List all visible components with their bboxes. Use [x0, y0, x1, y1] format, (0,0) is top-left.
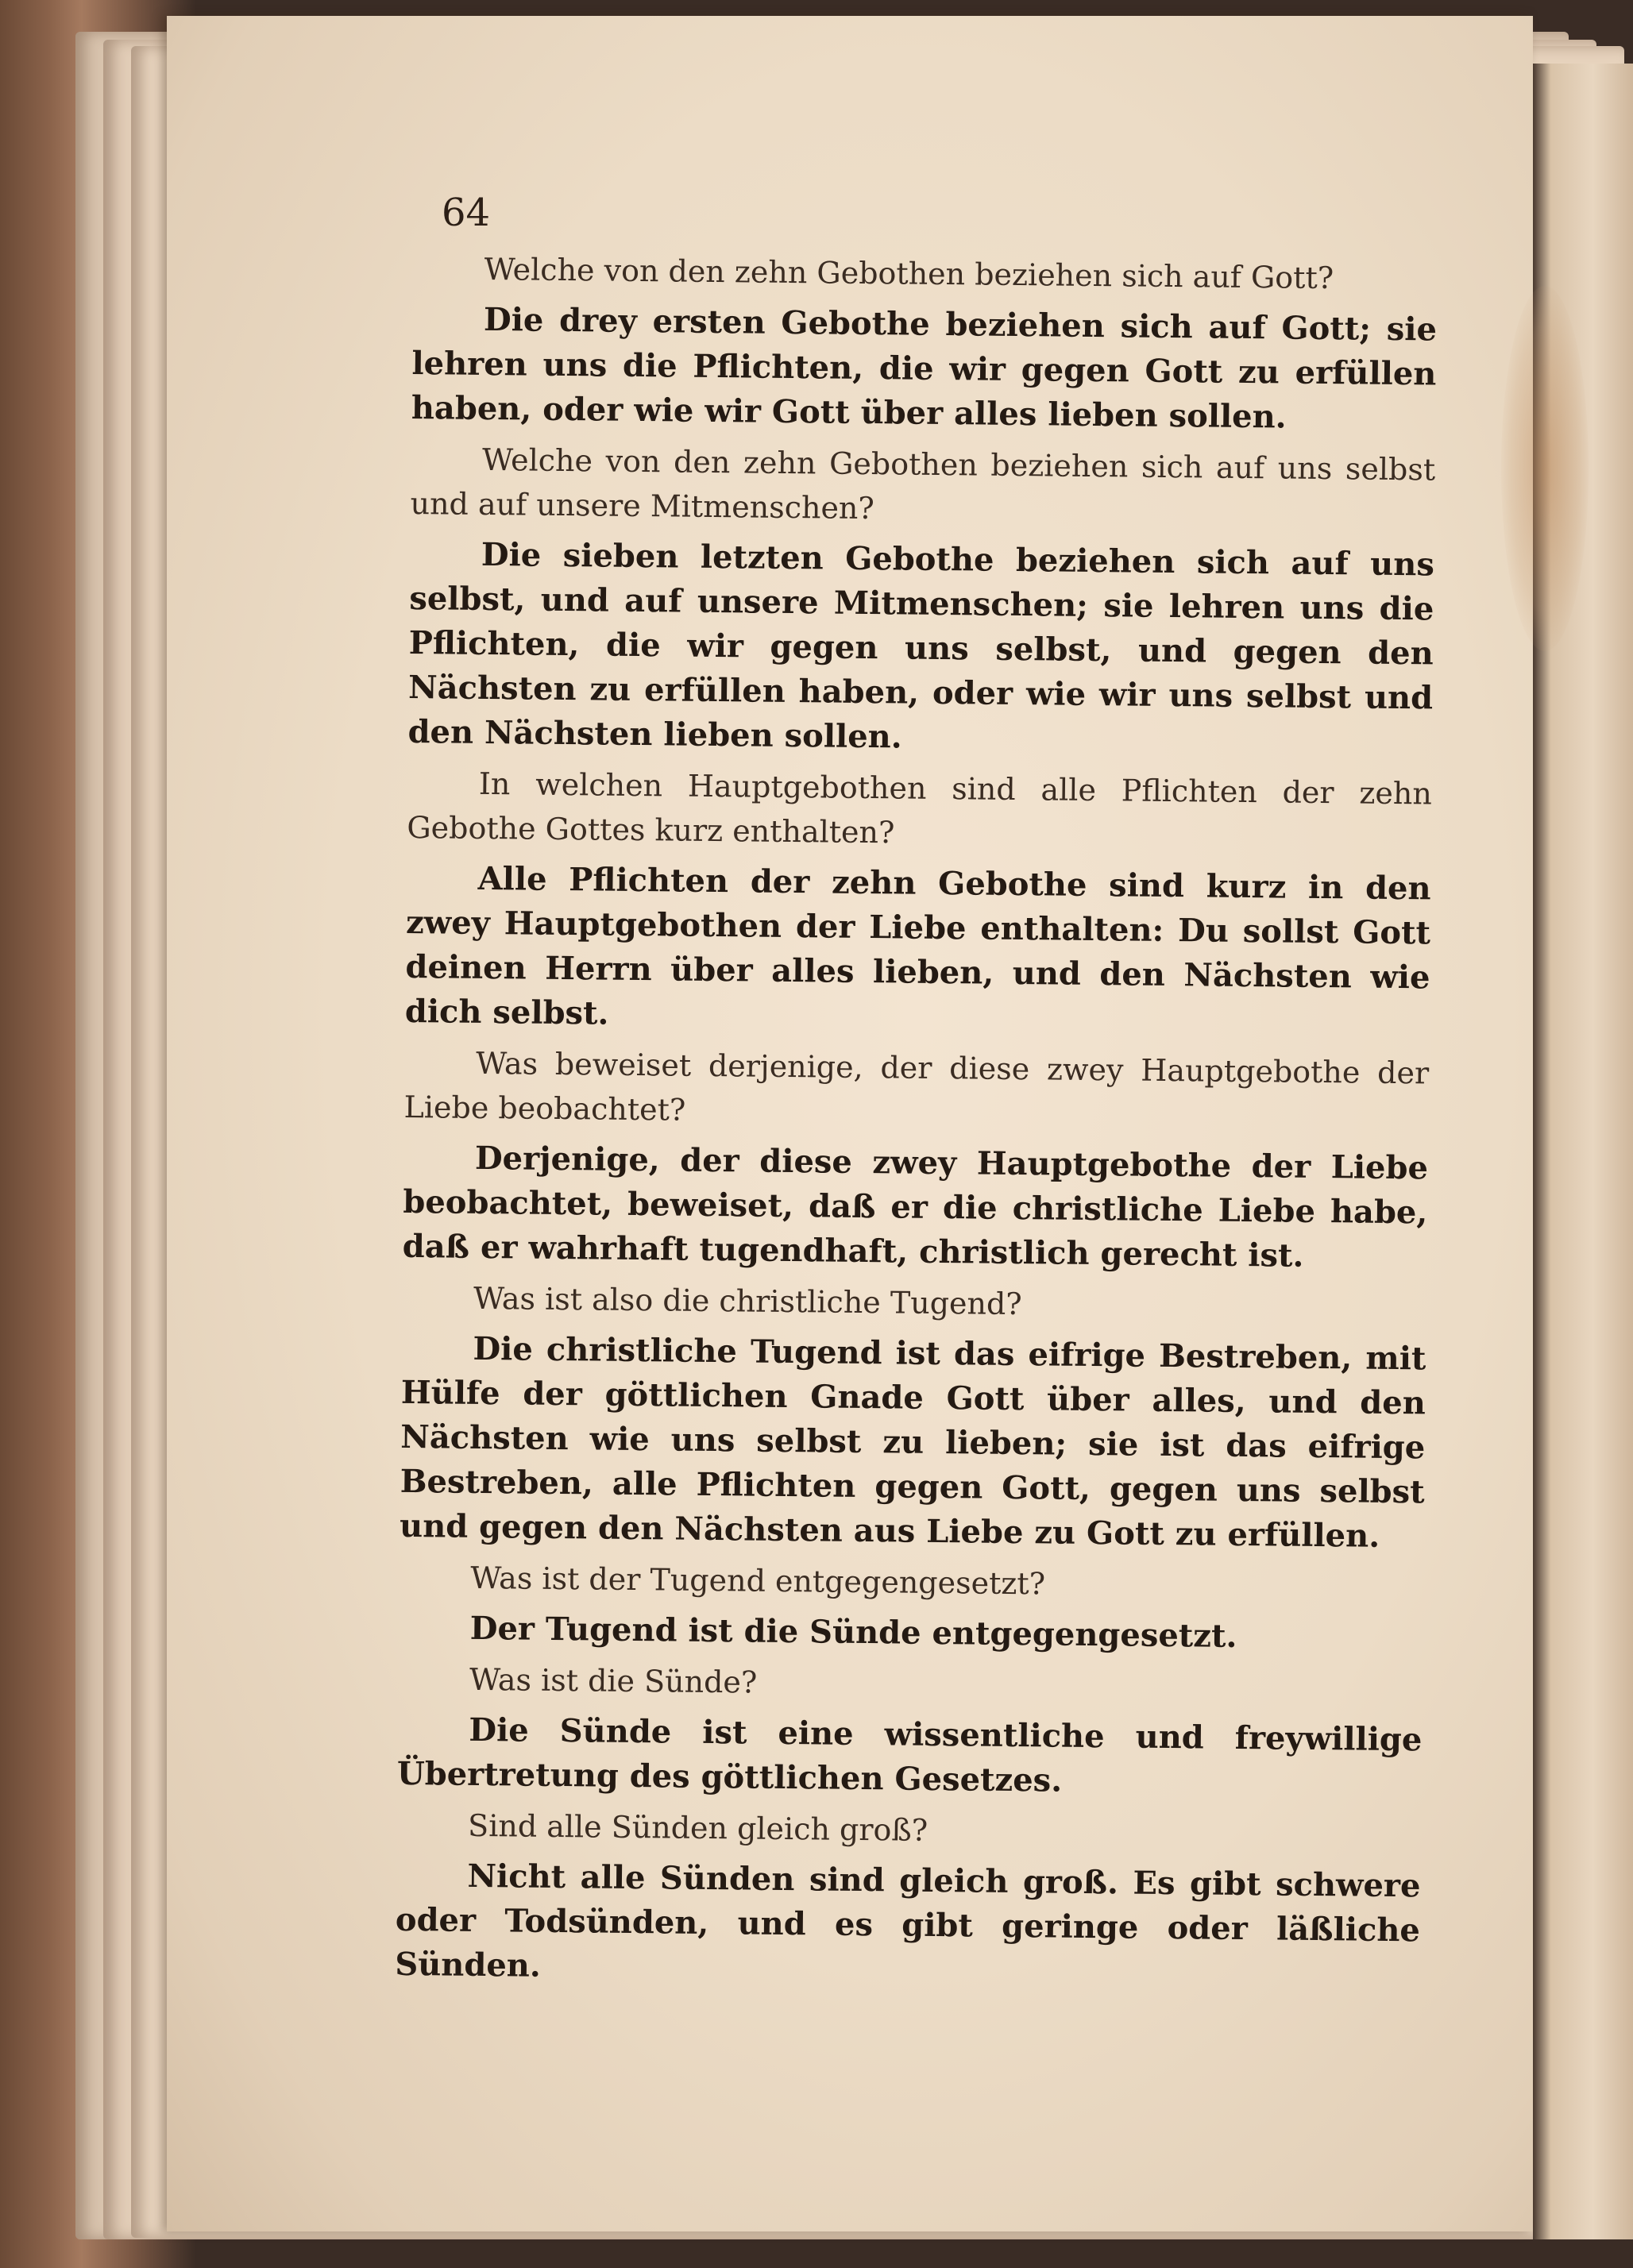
catechism-question: Welche von den zehn Gebothen beziehen sich auf Gott? — [484, 251, 1334, 296]
catechism-question: Was ist der Tugend entgegengesetzt? — [470, 1560, 1046, 1602]
catechism-question: Was ist die Sünde? — [469, 1661, 758, 1700]
catechism-answer: Nicht alle Sünden sind gleich groß. Es gibt schwere oder Todsünden, und es gibt geringe oder läßliche Sünden. — [395, 1857, 1421, 1984]
catechism-question: Welche von den zehn Gebothen beziehen sich auf uns selbst und auf unsere Mitmenschen? — [410, 442, 1436, 526]
catechism-question: Sind alle Sünden gleich groß? — [467, 1807, 928, 1848]
catechism-answer: Derjenige, der diese zwey Hauptgebothe der Liebe beobachtet, beweiset, daß er die christliche Liebe habe, daß er wahrhaft tugendhaft, christlich gerecht ist. — [402, 1139, 1429, 1275]
catechism-answer: Der Tugend ist die Sünde entgegengesetzt. — [469, 1609, 1237, 1655]
catechism-answer: Die christliche Tugend ist das eifrige Bestreben, mit Hülfe der göttlichen Gnade Gott über alles, und den Nächsten wie uns selbst zu lieben; sie ist das eifrige Bestreben, alle Pflichten gegen Gott, gegen uns selbst und gegen den Nächsten aus Liebe zu Gott zu erfüllen. — [399, 1329, 1426, 1555]
paper-stain — [1501, 286, 1589, 651]
catechism-answer: Die drey ersten Gebothe beziehen sich auf Gott; sie lehren uns die Pflichten, die wir gegen Gott zu erfüllen haben, oder wie wir Gott über alles lieben sollen. — [411, 300, 1438, 436]
catechism-answer: Die Sünde ist eine wissentliche und freywillige Übertretung des göttlichen Gesetzes. — [396, 1711, 1423, 1799]
page-number: 64 — [442, 191, 491, 235]
catechism-answer: Alle Pflichten der zehn Gebothe sind kurz in den zwey Hauptgebothen der Liebe enthalten: Du sollst Gott deinen Herrn über alles lieben, und den Nächsten wie dich selbst. — [404, 859, 1431, 1032]
catechism-answer: Die sieben letzten Gebothe beziehen sich auf uns selbst, und auf unsere Mitmenschen; sie lehren uns die Pflichten, die wir gegen uns selbst, und gegen den Nächsten zu erfüllen haben, oder wie wir uns selbst und den Nächsten lieben sollen. — [407, 535, 1435, 756]
catechism-question: Was ist also die christliche Tugend? — [473, 1280, 1022, 1322]
page-text — [395, 246, 1438, 2004]
catechism-question: In welchen Hauptgebothen sind alle Pflichten der zehn Gebothe Gottes kurz enthalten? — [407, 766, 1433, 850]
catechism-question: Was beweiset derjenige, der diese zwey Hauptgebothe der Liebe beobachtet? — [403, 1045, 1430, 1128]
